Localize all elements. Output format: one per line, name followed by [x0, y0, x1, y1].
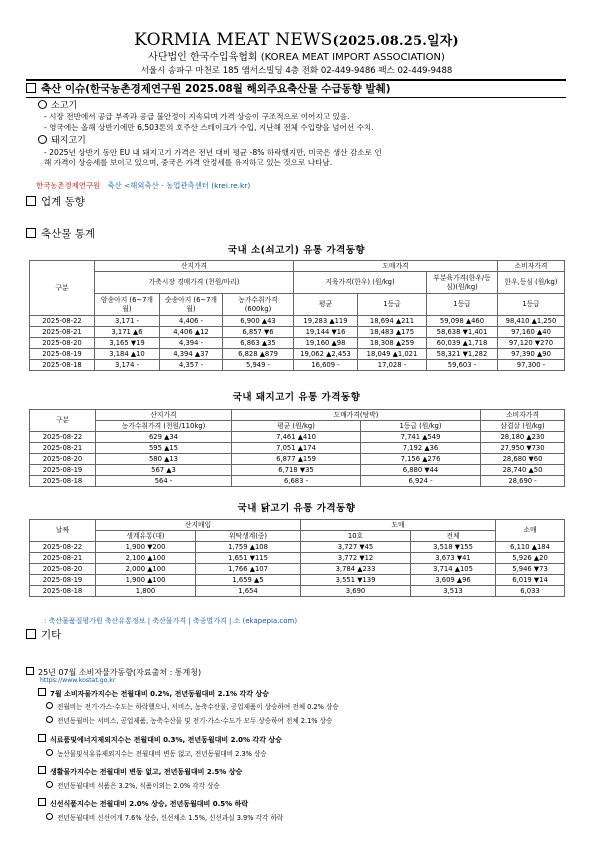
price-cell: 1,659 ▲5 [196, 575, 301, 586]
chicken-header-date: 날짜 [30, 520, 96, 542]
price-cell: 629 ▲34 [96, 432, 232, 443]
price-cell: 28,740 ▲50 [481, 465, 565, 476]
chicken-col-total: 전체 [411, 531, 496, 542]
price-cell: 6,857 ▼6 [223, 327, 294, 338]
beef-header-date: 구분 [30, 261, 95, 316]
price-cell: 3,518 ▼155 [411, 542, 496, 553]
checkbox-icon [26, 629, 36, 639]
row-date-cell: 2025-08-20 [30, 338, 95, 349]
price-cell: 60,039 ▲1,718 [427, 338, 498, 349]
price-cell: 3,673 ▼41 [411, 553, 496, 564]
etc-heading: 기타 [26, 628, 61, 642]
price-cell: 17,028 - [358, 360, 427, 371]
price-cell: 3,784 ▲233 [301, 564, 411, 575]
table-row [30, 316, 565, 327]
price-cell: 59,603 - [427, 360, 498, 371]
chicken-table-body [30, 542, 565, 597]
price-cell: 2,100 ▲100 [96, 553, 196, 564]
table-row [30, 360, 565, 371]
row-date-cell: 2025-08-22 [30, 432, 96, 443]
price-cell: 7,741 ▲549 [361, 432, 481, 443]
price-cell: 3,727 ▼45 [301, 542, 411, 553]
pork-header-wholesale: 도매가격(탕박) [232, 410, 481, 421]
pork-header-farm: 산지가격 [96, 410, 232, 421]
pork-table-caption: 국내 돼지고기 유통 가격동향 [232, 392, 361, 403]
chicken-header-farm: 산지매입 [96, 520, 301, 531]
price-cell: 6,683 - [232, 476, 361, 487]
circle-bullet-icon [46, 781, 53, 788]
cpi-item-2-sub-1: 농산물및석유류제외지수는 전월대비 변동 없고, 전년동월대비 2.3% 상승 [46, 749, 267, 759]
price-cell: 28,180 ▲230 [481, 432, 565, 443]
price-cell: 567 ▲3 [96, 465, 232, 476]
price-cell: 6,828 ▲879 [223, 349, 294, 360]
checkbox-icon [38, 688, 46, 696]
price-cell: 1,651 ▼115 [196, 553, 301, 564]
org-name: 사단법인 한국수입육협회 (KOREA MEAT IMPORT ASSOCIATION) [148, 52, 445, 63]
issue-divider [26, 97, 566, 98]
table-row [30, 586, 565, 597]
beef-col-carcass-grade1: 1등급 [358, 294, 427, 316]
checkbox-icon [26, 667, 34, 675]
price-cell: 1,654 [196, 586, 301, 597]
row-date-cell: 2025-08-22 [30, 542, 96, 553]
cpi-item-4: 신선식품지수는 전월대비 2.0% 상승, 전년동월대비 0.5% 하락 [38, 798, 248, 809]
row-date-cell: 2025-08-18 [30, 586, 96, 597]
checkbox-icon [26, 228, 36, 238]
row-date-cell: 2025-08-22 [30, 316, 95, 327]
row-date-cell: 2025-08-18 [30, 476, 96, 487]
beef-line-1: - 시장 전반에서 공급 부족과 공급 불안정이 지속되며 가격 상승이 구조적으로 이어지고 있음. [44, 112, 350, 121]
price-cell: 564 - [96, 476, 232, 487]
price-cell: 18,694 ▲211 [358, 316, 427, 327]
table-row [30, 476, 565, 487]
price-cell: 6,880 ▼44 [361, 465, 481, 476]
chicken-header-retail: 소매 [496, 520, 565, 542]
beef-header-ws-sub1: 지육가격(한우) (원/kg) [294, 272, 427, 294]
price-cell: 1,800 [96, 586, 196, 597]
price-cell: 580 ▲13 [96, 454, 232, 465]
krei-link[interactable]: 한국농촌경제연구원 [36, 181, 101, 190]
price-cell: 19,144 ▼16 [294, 327, 358, 338]
pork-table-body [30, 432, 565, 487]
pork-col-grade1: 1등급 (원/kg) [361, 421, 481, 432]
cpi-item-1-sub-2: 전년동월비는 서비스, 공업제품, 농축수산물 및 전기·가스·수도가 모두 상승하여 전체 2.1% 상승 [46, 716, 332, 726]
chicken-header-wholesale: 도매 [301, 520, 496, 531]
price-cell: 3,690 [301, 586, 411, 597]
org-address: 서울시 송파구 마천로 185 앰서스빌딩 4층 전화 02-449-9486 팩스 02-449-9488 [140, 66, 453, 76]
price-cell: 7,051 ▲174 [232, 443, 361, 454]
price-cell: 6,863 ▲35 [223, 338, 294, 349]
price-cell: 6,019 ▼14 [496, 575, 565, 586]
price-cell: 3,165 ▼19 [95, 338, 160, 349]
table-row [30, 349, 565, 360]
price-cell: 58,321 ▼1,282 [427, 349, 498, 360]
price-cell: 97,120 ▼270 [498, 338, 565, 349]
price-cell: 3,714 ▲105 [411, 564, 496, 575]
checkbox-icon [38, 734, 46, 742]
pork-line-2: 해 가격이 상승세를 보이고 있으며, 중국은 가격 안정세를 유지하고 있는 것으로 나타남. [44, 158, 333, 167]
beef-table-body [30, 316, 565, 371]
price-cell: 27,950 ▼730 [481, 443, 565, 454]
price-cell: 16,609 - [294, 360, 358, 371]
price-cell: 3,551 ▼139 [301, 575, 411, 586]
price-cell: 18,049 ▲1,021 [358, 349, 427, 360]
chicken-col-live-large: 생계유통(대) [96, 531, 196, 542]
table-row [30, 454, 565, 465]
pork-line-1: - 2025년 상반기 동안 EU 내 돼지고기 가격은 전년 대비 평균 -8% 하락했지만, 미국은 생산 감소로 인 [44, 148, 382, 157]
stats-heading: 축산물 통계 [26, 227, 95, 241]
kostat-link[interactable]: https://www.kostat.go.kr [40, 677, 116, 684]
row-date-cell: 2025-08-21 [30, 327, 95, 338]
row-date-cell: 2025-08-19 [30, 349, 95, 360]
price-cell: 4,394 - [160, 338, 223, 349]
circle-bullet-icon [38, 100, 47, 109]
price-cell: 1,759 ▲108 [196, 542, 301, 553]
header-divider [26, 79, 566, 81]
circle-bullet-icon [46, 702, 53, 709]
krei-observation-link[interactable]: 축산 <해외축산 - 농업관측센터 (krei.re.kr) [107, 181, 251, 190]
pork-price-table [29, 409, 565, 487]
price-cell: 58,638 ▼1,401 [427, 327, 498, 338]
checkbox-icon [26, 83, 36, 93]
beef-header-ws-sub2: 부분육가격(한우/등심)(원/kg) [427, 272, 498, 294]
price-cell: 1,766 ▲107 [196, 564, 301, 575]
pork-col-belly: 삼겹살 (원/kg) [481, 421, 565, 432]
price-cell: 5,949 - [223, 360, 294, 371]
pork-subheading: 돼지고기 [38, 135, 86, 147]
beef-subheading: 소고기 [38, 100, 77, 112]
beef-header-farm: 산지가격 [95, 261, 294, 272]
beef-header-wholesale: 도매가격 [294, 261, 498, 272]
price-cell: 19,160 ▲98 [294, 338, 358, 349]
price-cell: 97,300 - [498, 360, 565, 371]
chicken-price-table [29, 519, 565, 597]
price-cell: 6,718 ▼35 [232, 465, 361, 476]
chicken-col-contract-medium: 위탁생계(중) [196, 531, 301, 542]
price-cell: 98,410 ▲1,250 [498, 316, 565, 327]
beef-col-heifer-calf: 암송아지 (6~7개월) [95, 294, 160, 316]
price-cell: 28,680 ▼60 [481, 454, 565, 465]
price-cell: 28,690 - [481, 476, 565, 487]
cpi-item-1: 7월 소비자물가지수는 전월대비 0.2%, 전년동월대비 2.1% 각각 상승 [38, 688, 269, 699]
price-cell: 7,461 ▲410 [232, 432, 361, 443]
price-cell: 595 ▲15 [96, 443, 232, 454]
table-row [30, 443, 565, 454]
pork-header-date: 구분 [30, 410, 96, 432]
price-cell: 18,308 ▲259 [358, 338, 427, 349]
price-cell: 4,406 - [160, 316, 223, 327]
circle-bullet-icon [46, 749, 53, 756]
cpi-item-1-sub-1: 전월비는 전기·가스·수도는 하락했으나, 서비스, 농축수산물, 공업제품이 상승하여 전체 0.2% 상승 [46, 702, 339, 712]
price-cell: 3,174 - [95, 360, 160, 371]
price-cell: 3,171 ▲6 [95, 327, 160, 338]
row-date-cell: 2025-08-19 [30, 575, 96, 586]
pork-header-retail: 소비자가격 [481, 410, 565, 421]
price-cell: 6,033 [496, 586, 565, 597]
price-cell: 3,171 - [95, 316, 160, 327]
price-cell: 19,283 ▲119 [294, 316, 358, 327]
price-cell: 18,483 ▲175 [358, 327, 427, 338]
price-cell: 4,406 ▲12 [160, 327, 223, 338]
cpi-item-4-sub-1: 전년동월대비 신선어개 7.6% 상승, 신선채소 1.5%, 신선과실 3.9% 각각 하락 [46, 813, 283, 823]
price-cell: 5,926 ▲20 [496, 553, 565, 564]
newsletter-title [0, 30, 593, 52]
row-date-cell: 2025-08-20 [30, 454, 96, 465]
price-cell: 19,062 ▲2,453 [294, 349, 358, 360]
table-row [30, 575, 565, 586]
checkbox-icon [38, 798, 46, 806]
price-cell: 7,192 ▲36 [361, 443, 481, 454]
beef-col-farm-price: 농가수취가격 (600kg) [223, 294, 294, 316]
table-row [30, 338, 565, 349]
checkbox-icon [38, 766, 46, 774]
beef-header-retail: 소비자가격 [498, 261, 565, 272]
beef-header-rt-sub: 한우,등심 (원/kg) [498, 272, 565, 294]
cpi-item-2: 식료품및에너지제외지수는 전월대비 0.3%, 전년동월대비 2.0% 각각 상승 [38, 734, 282, 745]
beef-line-2: - 영국에는 올해 상반기에만 6,503톤의 호주산 스테이크가 수입, 지난해 전체 수입량을 넘어선 수치. [44, 123, 374, 132]
beef-col-bull-calf: 숫송아지 (6~7개월) [160, 294, 223, 316]
price-cell: 1,900 ▲100 [96, 575, 196, 586]
price-cell: 6,900 ▲43 [223, 316, 294, 327]
circle-bullet-icon [46, 716, 53, 723]
price-cell: 3,513 [411, 586, 496, 597]
row-date-cell: 2025-08-18 [30, 360, 95, 371]
chicken-col-size10: 10호 [301, 531, 411, 542]
price-cell: 3,609 ▲96 [411, 575, 496, 586]
row-date-cell: 2025-08-21 [30, 443, 96, 454]
price-cell: 97,390 ▲90 [498, 349, 565, 360]
price-cell: 1,900 ▼200 [96, 542, 196, 553]
price-cell: 4,357 - [160, 360, 223, 371]
beef-col-carcass-avg: 평균 [294, 294, 358, 316]
issue-date: (2025.08.25.일자) [332, 34, 459, 49]
circle-bullet-icon [46, 813, 53, 820]
stats-source-link[interactable]: : 축산물품질평가원 축산유통정보 | 축산물가격 | 축종별가격 | 소 (ekapepia.com) [44, 617, 298, 625]
beef-table-caption: 국내 소(쇠고기) 유통 가격동향 [227, 245, 366, 256]
price-cell: 97,160 ▲40 [498, 327, 565, 338]
price-cell: 3,184 ▲10 [95, 349, 160, 360]
price-cell: 4,394 ▲37 [160, 349, 223, 360]
pork-col-avg: 평균 (원/kg) [232, 421, 361, 432]
table-row [30, 465, 565, 476]
price-cell: 5,946 ▼73 [496, 564, 565, 575]
checkbox-icon [26, 196, 36, 206]
table-row [30, 564, 565, 575]
price-cell: 59,098 ▲460 [427, 316, 498, 327]
row-date-cell: 2025-08-21 [30, 553, 96, 564]
issue-heading: 축산 이슈(한국농촌경제연구원 2025.08월 해외주요축산물 수급동향 발췌) [26, 82, 391, 96]
cpi-item-3: 생활물가지수는 전월대비 변동 없고, 전년동월대비 2.5% 상승 [38, 766, 242, 777]
beef-col-retail-grade1: 1등급 [498, 294, 565, 316]
cpi-item-3-sub-1: 전년동월대비 식품은 3.2%, 식품이외는 2.0% 각각 상승 [46, 781, 220, 791]
table-row [30, 432, 565, 443]
price-cell: 6,110 ▲184 [496, 542, 565, 553]
circle-bullet-icon [38, 135, 47, 144]
price-cell: 6,877 ▲159 [232, 454, 361, 465]
price-cell: 2,000 ▲100 [96, 564, 196, 575]
chicken-table-caption: 국내 닭고기 유통 가격동향 [237, 503, 356, 514]
price-cell: 7,156 ▲276 [361, 454, 481, 465]
issue-source-links [36, 181, 250, 191]
table-row [30, 542, 565, 553]
table-row [30, 327, 565, 338]
price-cell: 3,772 ▼12 [301, 553, 411, 564]
pork-col-farm: 농가수취가격 (천원/110kg) [96, 421, 232, 432]
title-text: KORMIA MEAT NEWS [134, 30, 333, 50]
table-row [30, 553, 565, 564]
row-date-cell: 2025-08-20 [30, 564, 96, 575]
beef-price-table [29, 260, 565, 371]
row-date-cell: 2025-08-19 [30, 465, 96, 476]
industry-heading: 업계 동향 [26, 195, 85, 209]
beef-header-farm-sub: 가축시장 경매가격 (천원/마리) [95, 272, 294, 294]
beef-col-cut-grade1: 1등급 [427, 294, 498, 316]
cpi-title: 25년 07월 소비자물가동향(자료출처 : 통계청) [26, 667, 201, 678]
price-cell: 6,924 - [361, 476, 481, 487]
